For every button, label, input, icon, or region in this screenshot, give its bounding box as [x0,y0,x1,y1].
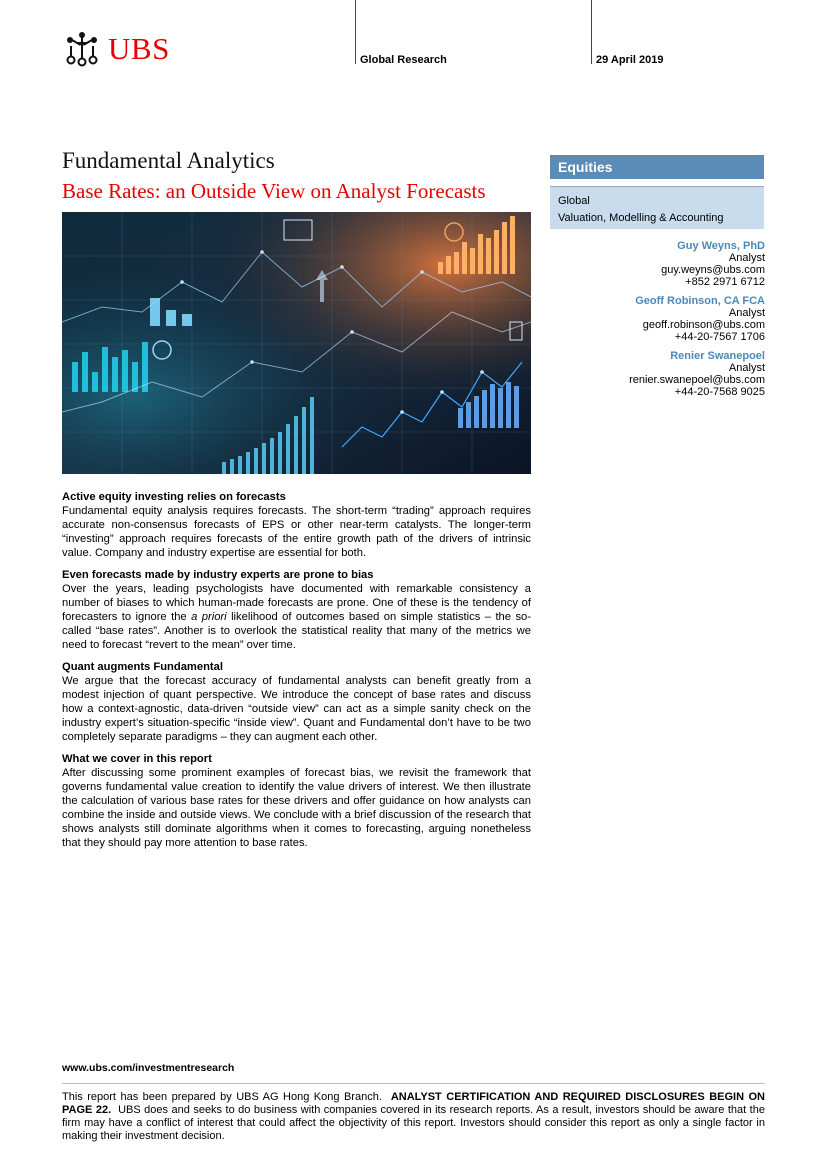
section-text: We argue that the forecast accuracy of fundamental analysts can benefit greatly from a modest injection of quant perspective. We introduce the concept of base rates and discuss how a context-agnostic, data-driven “outside view” can act as a simple sanity check on the industry expert’s situation-specific “inside view”. Quant and Fundamental don’t have to be two completely separate paradigms – they can augment each other. [62,675,531,743]
italic-term: a priori [191,611,227,623]
section-heading: Active equity investing relies on forecasts [62,491,286,503]
disclaimer-rest: UBS does and seeks to do business with companies covered in its research reports. As a result, investors should be aware that the firm may have a conflict of interest that could affect the objectivity of this report. Investors should consider this report as only a single factor in making their investment decision. [62,1104,765,1142]
section-heading: What we cover in this report [62,753,212,765]
disclosures-notice: ANALYST CERTIFICATION AND REQUIRED DISCLOSURES BEGIN ON PAGE 22. [62,1091,766,1116]
author-role: Analyst [728,252,765,264]
author-phone: +852 2971 6712 [685,276,765,288]
author-entry [545,240,765,288]
hero-image [62,212,531,474]
topic-label: Valuation, Modelling & Accounting [558,212,724,224]
region-label: Global [558,195,590,207]
section-heading: Even forecasts made by industry experts are prone to bias [62,569,374,581]
author-name: Guy Weyns, PhD [677,240,765,252]
analytics-collage-image [62,212,531,474]
author-list [545,240,765,405]
author-email[interactable]: renier.swanepoel@ubs.com [629,374,765,386]
author-entry [545,350,765,398]
author-name: Geoff Robinson, CA FCA [635,295,765,307]
report-summary [62,490,531,858]
author-email[interactable]: guy.weyns@ubs.com [661,264,765,276]
text-run: Over the years, leading psychologists have documented with remarkable consistency a number of biases to which human-made forecasts are prone. One of these is the tendency of forecasters to ignore the [62,583,531,623]
brand-name: UBS [108,30,170,66]
header-divider [591,0,592,64]
report-date: 29 April 2019 [596,54,664,66]
author-phone: +44-20-7567 1706 [674,331,765,343]
author-role: Analyst [728,362,765,374]
text-run: likelihood of outcomes based on simple statistics – the so-called “base rates”. Another is to overlook the statistical reality that many of the metrics we need to forecast “revert to the mean” over time. [62,611,531,651]
header-divider [355,0,356,64]
author-role: Analyst [728,307,765,319]
ubs-logo [62,28,170,68]
disclaimer-text [62,1091,765,1143]
section-text [62,582,531,652]
author-name: Renier Swanepoel [670,350,765,362]
sector-label: Equities [550,155,764,179]
author-entry [545,295,765,343]
section-text: After discussing some prominent examples of forecast bias, we revisit the framework that governs fundamental value creation to identify the value drivers of interest. We then illustrate the calculation of various base rates for these drivers and offer guidance on how analysts can combine the inside and outside views. We conclude with a brief discussion of the research that shows analysts still dominate algorithms when it comes to forecasting, arguing nonetheless that they should pay more attention to base rates. [62,767,531,849]
footer-divider [62,1083,765,1084]
report-subtitle: Base Rates: an Outside View on Analyst Forecasts [62,179,486,203]
disclaimer-intro: This report has been prepared by UBS AG Hong Kong Branch. [62,1091,382,1103]
section-text: Fundamental equity analysis requires forecasts. The short-term “trading” approach requires accurate non-consensus forecasts of EPS or other near-term catalysts. The longer-term “investing” approach requires forecasts of the entire growth path of the drivers of intrinsic value. Company and industry expertise are essential for both. [62,505,531,559]
author-email[interactable]: geoff.robinson@ubs.com [642,319,765,331]
author-phone: +44-20-7568 9025 [674,386,765,398]
department-label: Global Research [360,54,447,66]
research-url-link[interactable]: www.ubs.com/investmentresearch [62,1062,235,1074]
section-heading: Quant augments Fundamental [62,661,223,673]
report-title: Fundamental Analytics [62,148,275,173]
coverage-box [550,186,764,229]
ubs-keys-icon [62,28,102,68]
